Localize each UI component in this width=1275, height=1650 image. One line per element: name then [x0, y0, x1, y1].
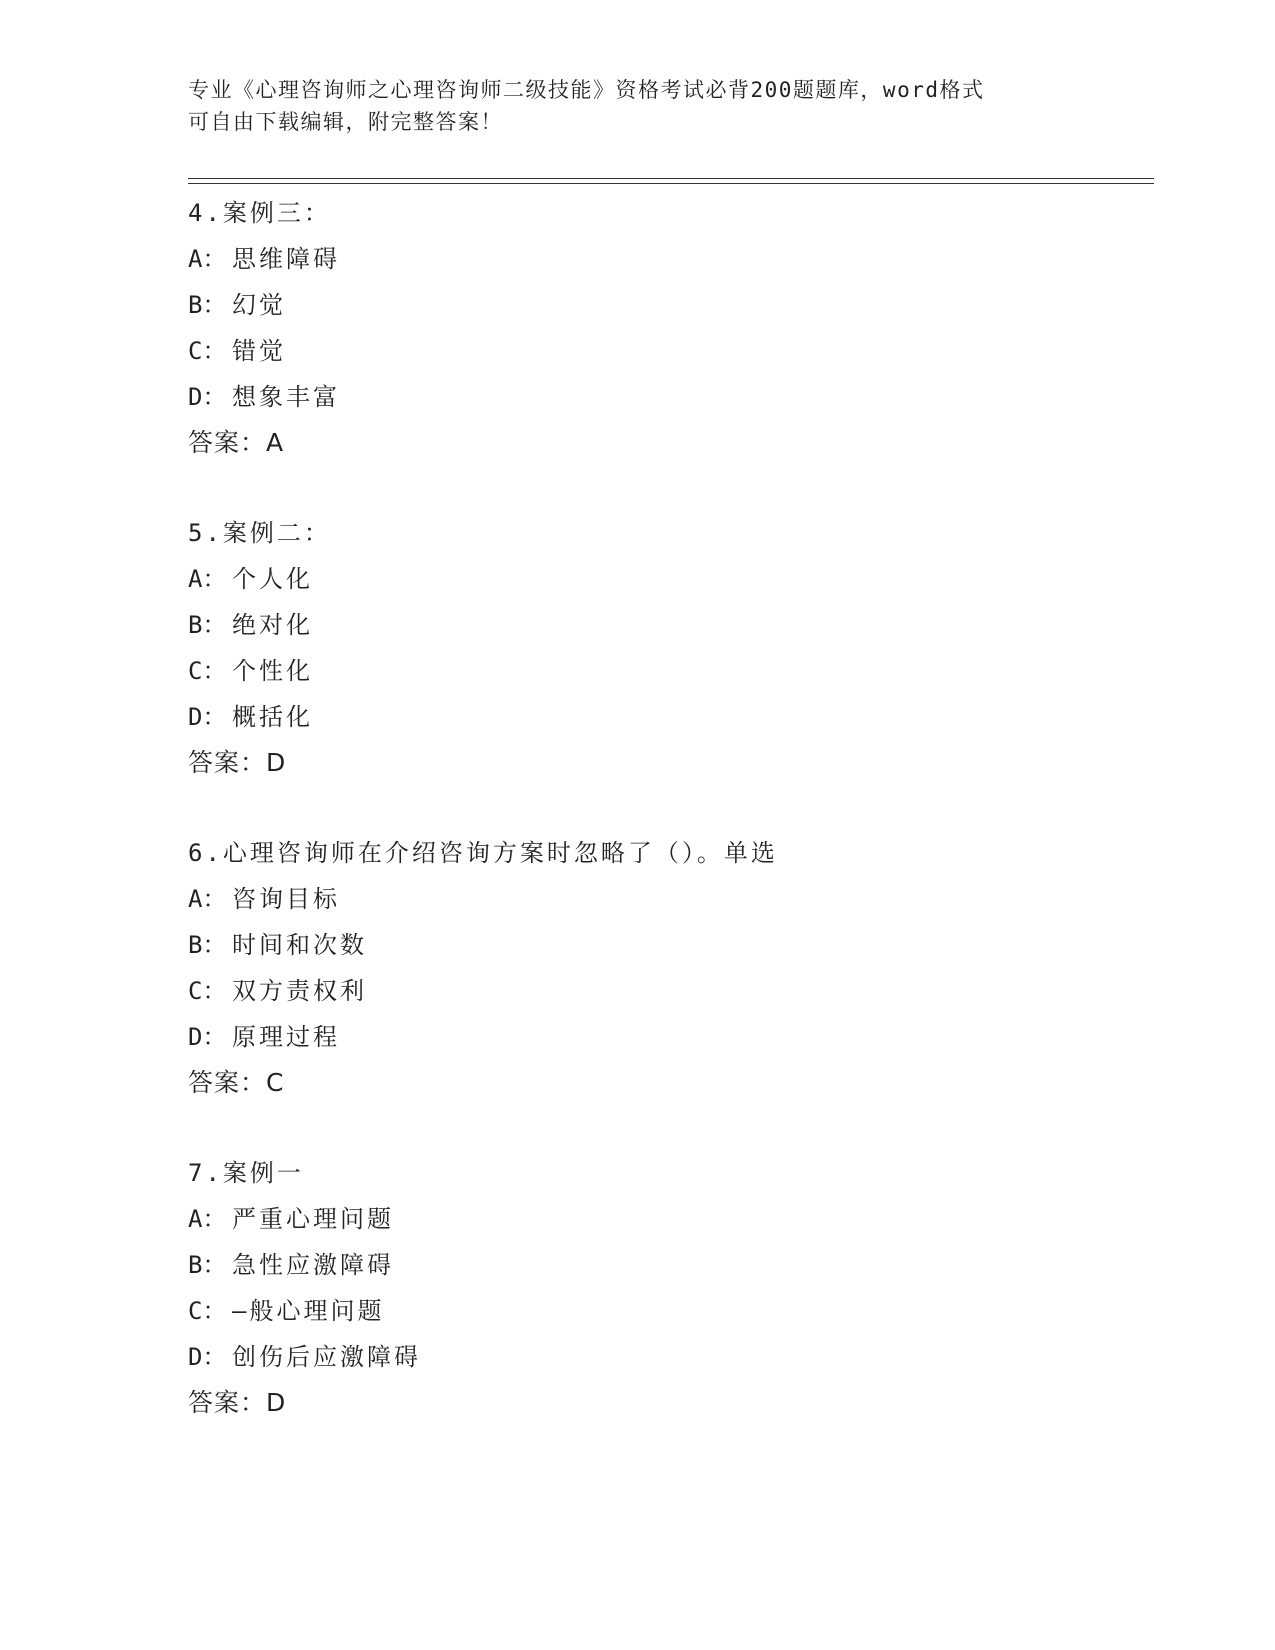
- option-key: B：: [188, 931, 227, 959]
- option-text: 创伤后应激障碍: [232, 1343, 421, 1371]
- question-stem: 4.案例三：: [188, 199, 331, 227]
- answer-line: 答案：D: [188, 1388, 287, 1417]
- option-key: D：: [188, 703, 227, 731]
- option-key: A：: [188, 565, 227, 593]
- option-a: [188, 1196, 1148, 1242]
- option-text: 绝对化: [232, 611, 313, 639]
- option-d: [188, 1014, 1148, 1060]
- question-stem: 5.案例二：: [188, 519, 331, 547]
- option-key: D：: [188, 1023, 227, 1051]
- option-key: B：: [188, 1251, 227, 1279]
- option-key: C：: [188, 657, 227, 685]
- document-header: [188, 74, 1088, 138]
- header-divider-top: [188, 178, 1154, 179]
- option-text: 原理过程: [232, 1023, 340, 1051]
- option-text: 严重心理问题: [232, 1205, 394, 1233]
- answer-line: 答案：C: [188, 1068, 285, 1097]
- option-key: A：: [188, 1205, 227, 1233]
- option-text: —般心理问题: [232, 1297, 385, 1325]
- option-key: C：: [188, 337, 227, 365]
- option-b: [188, 922, 1148, 968]
- question-list: [188, 190, 1148, 1470]
- option-d: [188, 694, 1148, 740]
- question-stem: 7.案例一: [188, 1159, 304, 1187]
- option-key: D：: [188, 383, 227, 411]
- option-a: [188, 236, 1148, 282]
- option-b: [188, 282, 1148, 328]
- option-text: 想象丰富: [232, 383, 340, 411]
- option-c: [188, 648, 1148, 694]
- question-6: [188, 830, 1148, 1106]
- question-7: [188, 1150, 1148, 1426]
- option-key: B：: [188, 291, 227, 319]
- option-a: [188, 556, 1148, 602]
- option-key: A：: [188, 245, 227, 273]
- option-text: 咨询目标: [232, 885, 340, 913]
- option-text: 双方责权利: [232, 977, 367, 1005]
- option-b: [188, 1242, 1148, 1288]
- option-text: 急性应激障碍: [232, 1251, 394, 1279]
- option-key: B：: [188, 611, 227, 639]
- option-key: C：: [188, 977, 227, 1005]
- header-line-2: 可自由下载编辑，附完整答案！: [188, 110, 503, 134]
- question-stem: 6.心理咨询师在介绍咨询方案时忽略了（）。单选: [188, 839, 778, 867]
- header-divider-bottom: [188, 183, 1154, 184]
- option-c: [188, 968, 1148, 1014]
- option-text: 思维障碍: [232, 245, 340, 273]
- header-line-1: 专业《心理咨询师之心理咨询师二级技能》资格考试必背200题题库，word格式: [188, 78, 985, 102]
- option-d: [188, 1334, 1148, 1380]
- question-5: [188, 510, 1148, 786]
- option-c: [188, 328, 1148, 374]
- option-a: [188, 876, 1148, 922]
- question-4: [188, 190, 1148, 466]
- option-key: D：: [188, 1343, 227, 1371]
- option-text: 时间和次数: [232, 931, 367, 959]
- option-d: [188, 374, 1148, 420]
- answer-line: 答案：D: [188, 748, 287, 777]
- option-key: A：: [188, 885, 227, 913]
- option-c: [188, 1288, 1148, 1334]
- option-text: 个性化: [232, 657, 313, 685]
- option-text: 个人化: [232, 565, 313, 593]
- option-text: 幻觉: [232, 291, 286, 319]
- answer-line: 答案：A: [188, 428, 285, 457]
- option-text: 概括化: [232, 703, 313, 731]
- option-text: 错觉: [232, 337, 286, 365]
- option-b: [188, 602, 1148, 648]
- option-key: C：: [188, 1297, 227, 1325]
